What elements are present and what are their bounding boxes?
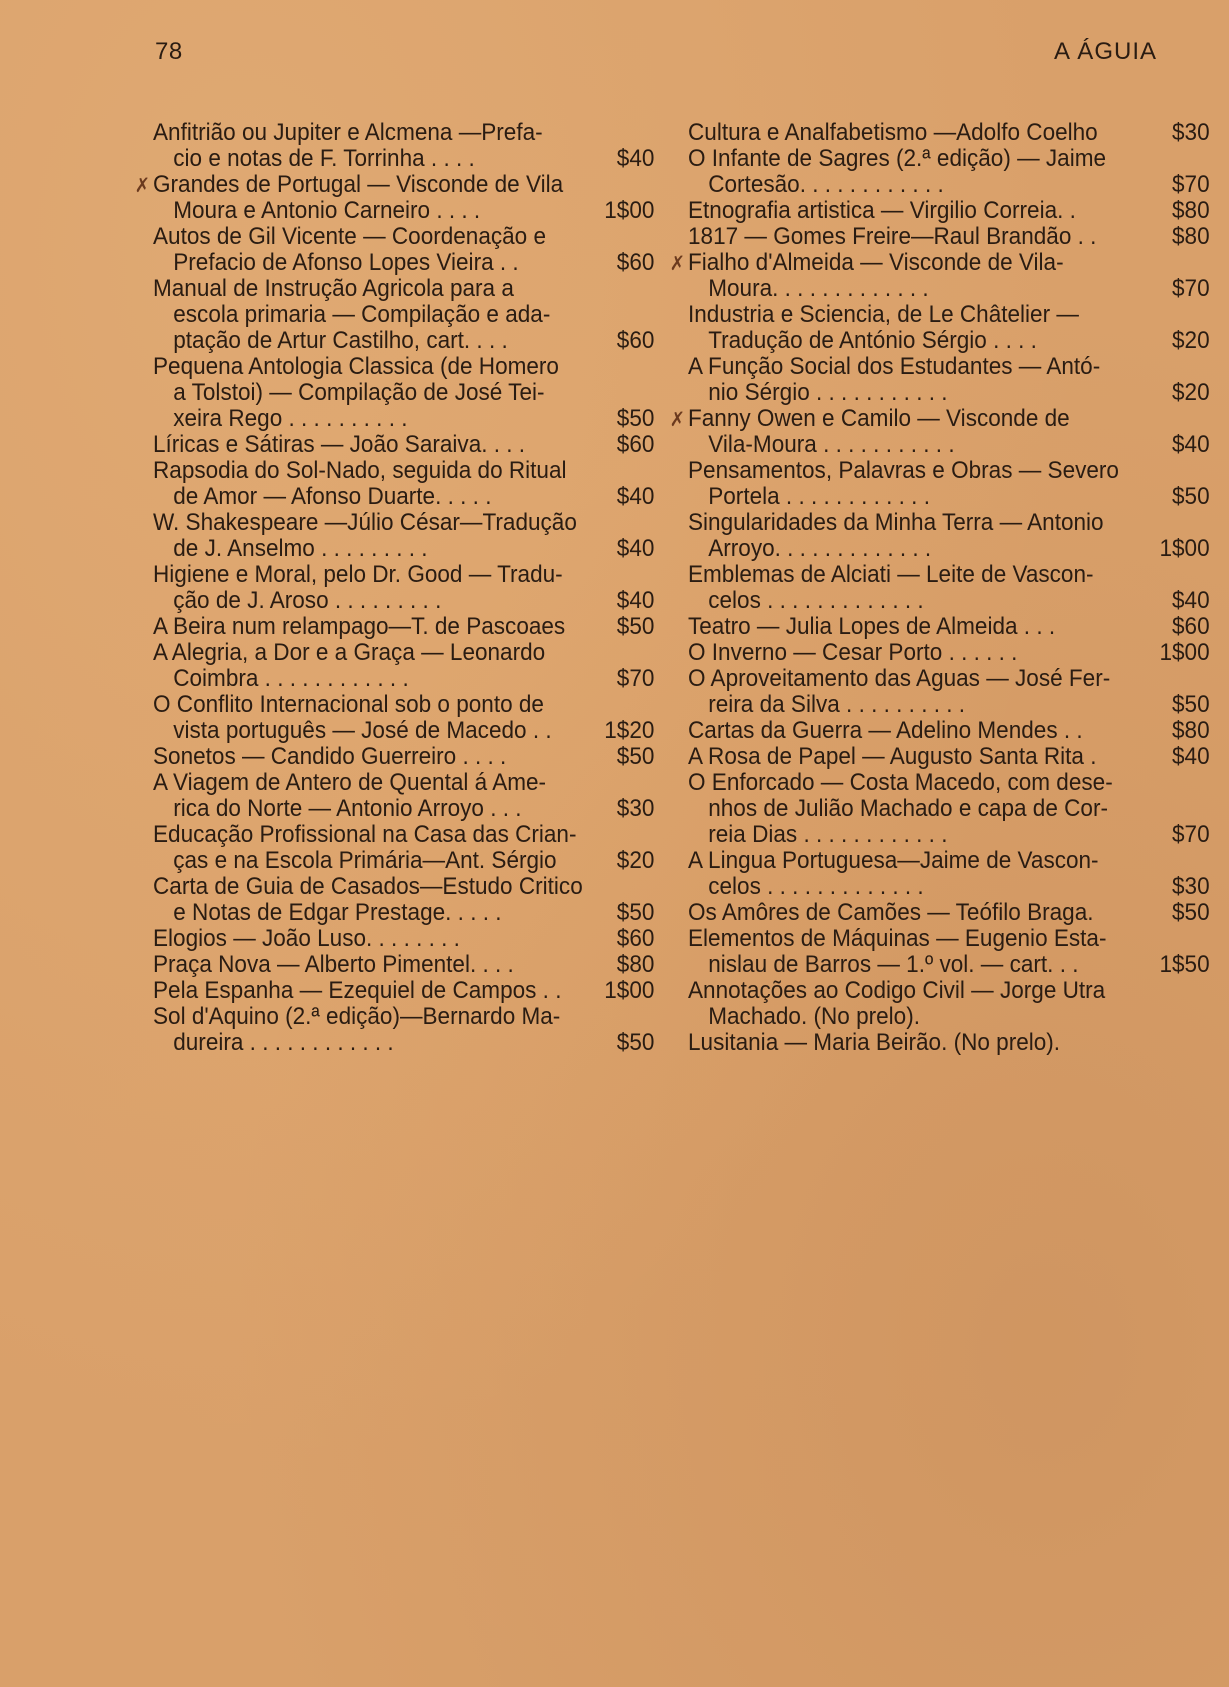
entry-text: Etnografia artistica — Virgilio Correia. .: [688, 197, 1076, 224]
catalog-line: [153, 536, 654, 562]
entry-text: Industria e Sciencia, de Le Châtelier —: [688, 301, 1079, 328]
catalog-line: [153, 874, 654, 900]
entry-text: dureira . . . . . . . . . . . .: [173, 1029, 394, 1056]
entry-text: Rapsodia do Sol-Nado, seguida do Ritual: [153, 457, 567, 484]
entry-text: Machado. (No prelo).: [708, 1003, 920, 1030]
entry-text: A Alegria, a Dor e a Graça — Leonardo: [153, 639, 546, 666]
catalog-line: [688, 1004, 1210, 1030]
entry-price: $40: [1172, 587, 1210, 614]
entry-text: A Lingua Portuguesa—Jaime de Vascon-: [688, 847, 1099, 874]
entry-price: $70: [616, 665, 655, 692]
entry-text: Coimbra . . . . . . . . . . . .: [173, 665, 409, 692]
entry-text: Educação Profissional na Casa das Crian-: [153, 821, 577, 848]
entry-price: $40: [616, 587, 655, 614]
catalog-line: [153, 848, 654, 874]
entry-text: Grandes de Portugal — Visconde de Vila: [153, 171, 564, 198]
entry-price: $50: [616, 405, 655, 432]
entry-text: Sonetos — Candido Guerreiro . . . .: [153, 743, 507, 770]
entry-price: $50: [616, 613, 655, 640]
catalog-line: [688, 354, 1210, 380]
entry-price: $80: [616, 951, 655, 978]
catalog-line: [153, 952, 654, 978]
entry-text: A Função Social dos Estudantes — Antó-: [688, 353, 1101, 380]
left-column: [134, 119, 655, 1056]
entry-text: Annotações ao Codigo Civil — Jorge Utra: [688, 977, 1106, 1004]
catalog-line: [153, 640, 654, 666]
catalog-line: [688, 432, 1210, 458]
catalog-line: [153, 276, 654, 302]
catalog-line: [688, 692, 1210, 718]
catalog-line: [688, 770, 1210, 796]
entry-price: $60: [616, 249, 655, 276]
entry-text: Moura e Antonio Carneiro . . . .: [173, 197, 481, 224]
entry-text: Cartas da Guerra — Adelino Mendes . .: [688, 717, 1083, 744]
entry-text: A Beira num relampago—T. de Pascoaes: [153, 613, 566, 640]
entry-text: Cortesão. . . . . . . . . . . .: [708, 171, 944, 198]
catalog-line: [688, 198, 1210, 224]
entry-text: Portela . . . . . . . . . . . .: [708, 483, 930, 510]
entry-price: $20: [1172, 379, 1210, 406]
entry-text: xeira Rego . . . . . . . . . .: [173, 405, 408, 432]
catalog-line: [688, 276, 1210, 302]
entry-text: Autos de Gil Vicente — Coordenação e: [153, 223, 547, 250]
entry-text: reia Dias . . . . . . . . . . . .: [708, 821, 948, 848]
catalog-line: [688, 900, 1210, 926]
entry-text: O Infante de Sagres (2.ª edição) — Jaime: [688, 145, 1107, 172]
catalog-line: [688, 120, 1210, 146]
entry-price: $40: [1172, 431, 1210, 458]
entry-text: Higiene e Moral, pelo Dr. Good — Tradu-: [153, 561, 563, 588]
entry-price: 1$00: [1159, 639, 1210, 666]
entry-price: $60: [616, 327, 655, 354]
entry-price: $20: [616, 847, 655, 874]
catalog-line: [688, 380, 1210, 406]
catalog-line: [669, 405, 1210, 432]
entry-price: $40: [616, 145, 655, 172]
entry-price: $70: [1172, 171, 1210, 198]
entry-text: Os Amôres de Camões — Teófilo Braga.: [688, 899, 1094, 926]
catalog-line: [153, 224, 654, 250]
entry-text: W. Shakespeare —Júlio César—Tradução: [153, 509, 577, 536]
entry-price: $30: [1172, 873, 1210, 900]
entry-text: escola primaria — Compilação e ada-: [173, 301, 551, 328]
entry-text: Manual de Instrução Agricola para a: [153, 275, 514, 302]
entry-text: Pequena Antologia Classica (de Homero: [153, 353, 559, 380]
catalog-line: [153, 822, 654, 848]
catalog-line: [688, 1030, 1210, 1056]
catalog-line: [153, 1004, 654, 1030]
entry-text: de J. Anselmo . . . . . . . . .: [173, 535, 428, 562]
entry-text: Emblemas de Alciati — Leite de Vascon-: [688, 561, 1094, 588]
entry-text: ças e na Escola Primária—Ant. Sérgio: [173, 847, 557, 874]
entry-price: $40: [616, 483, 655, 510]
entry-text: Anfitrião ou Jupiter e Alcmena —Prefa-: [153, 119, 543, 146]
entry-text: e Notas de Edgar Prestage. . . . .: [173, 899, 502, 926]
entry-text: Cultura e Analfabetismo —Adolfo Coelho: [688, 119, 1098, 146]
catalog-line: [688, 640, 1210, 666]
catalog-line: [153, 302, 654, 328]
entry-price: 1$00: [604, 197, 655, 224]
catalog-line: [153, 380, 654, 406]
catalog-line: [688, 744, 1210, 770]
running-title: A ÁGUIA: [1053, 38, 1157, 65]
entry-price: $30: [1172, 119, 1210, 146]
entry-text: 1817 — Gomes Freire—Raul Brandão . .: [688, 223, 1097, 250]
entry-text: nislau de Barros — 1.º vol. — cart. . .: [708, 951, 1079, 978]
entry-price: $50: [1172, 483, 1210, 510]
entry-text: Pensamentos, Palavras e Obras — Severo: [688, 457, 1119, 484]
catalog-line: [153, 458, 654, 484]
entry-text: a Tolstoi) — Compilação de José Tei-: [173, 379, 545, 406]
entry-text: O Conflito Internacional sob o ponto de: [153, 691, 544, 718]
catalog-line: [134, 171, 654, 198]
catalog-line: [688, 510, 1210, 536]
entry-text: Pela Espanha — Ezequiel de Campos . .: [153, 977, 562, 1004]
entry-price: $50: [616, 743, 655, 770]
catalog-line: [153, 562, 654, 588]
entry-text: ptação de Artur Castilho, cart. . . .: [173, 327, 508, 354]
entry-text: Vila-Moura . . . . . . . . . . .: [708, 431, 955, 458]
entry-price: $70: [1172, 275, 1210, 302]
entry-text: Fialho d'Almeida — Visconde de Vila-: [688, 249, 1064, 276]
entry-text: O Aproveitamento das Aguas — José Fer-: [688, 665, 1111, 692]
entry-text: Tradução de António Sérgio . . . .: [708, 327, 1037, 354]
catalog-line: [153, 198, 654, 224]
catalog-line: [688, 562, 1210, 588]
entry-price: $50: [616, 899, 655, 926]
entry-text: Moura. . . . . . . . . . . . .: [708, 275, 929, 302]
page-header: [0, 38, 1229, 78]
catalog-line: [153, 1030, 654, 1056]
catalog-line: [153, 718, 654, 744]
entry-text: O Enforcado — Costa Macedo, com dese-: [688, 769, 1113, 796]
entry-price: $70: [1172, 821, 1210, 848]
entry-text: Arroyo. . . . . . . . . . . . .: [708, 535, 932, 562]
entry-text: Lusitania — Maria Beirão. (No prelo).: [688, 1029, 1061, 1056]
entry-price: $40: [1172, 743, 1210, 770]
catalog-line: [688, 328, 1210, 354]
handwritten-mark-icon: ✗: [134, 175, 151, 197]
catalog-line: [153, 406, 654, 432]
entry-price: 1$00: [604, 977, 655, 1004]
entry-text: Prefacio de Afonso Lopes Vieira . .: [173, 249, 519, 276]
entry-text: O Inverno — Cesar Porto . . . . . .: [688, 639, 1018, 666]
entry-text: celos . . . . . . . . . . . . .: [708, 587, 924, 614]
catalog-line: [153, 770, 654, 796]
catalog-line: [688, 796, 1210, 822]
entry-text: Elogios — João Luso. . . . . . . .: [153, 925, 460, 952]
entry-text: Líricas e Sátiras — João Saraiva. . . .: [153, 431, 526, 458]
entry-text: reira da Silva . . . . . . . . . .: [708, 691, 966, 718]
catalog-line: [688, 146, 1210, 172]
entry-text: Fanny Owen e Camilo — Visconde de: [688, 405, 1070, 432]
entry-price: $60: [1172, 613, 1210, 640]
entry-price: $50: [1172, 899, 1210, 926]
entry-text: rica do Norte — Antonio Arroyo . . .: [173, 795, 522, 822]
entry-price: $50: [1172, 691, 1210, 718]
catalog-line: [153, 588, 654, 614]
entry-text: Praça Nova — Alberto Pimentel. . . .: [153, 951, 514, 978]
catalog-line: [153, 614, 654, 640]
catalog-line: [153, 328, 654, 354]
catalog-line: [688, 484, 1210, 510]
catalog-line: [669, 249, 1210, 276]
catalog-line: [688, 536, 1210, 562]
catalog-line: [153, 666, 654, 692]
catalog-line: [153, 510, 654, 536]
catalog-line: [688, 718, 1210, 744]
catalog-line: [153, 692, 654, 718]
entry-price: $60: [616, 431, 655, 458]
catalog-line: [153, 120, 654, 146]
entry-price: $40: [616, 535, 655, 562]
catalog-line: [153, 796, 654, 822]
catalog-line: [153, 926, 654, 952]
entry-text: nhos de Julião Machado e capa de Cor-: [708, 795, 1108, 822]
catalog-line: [688, 614, 1210, 640]
entry-price: 1$00: [1159, 535, 1210, 562]
entry-text: Singularidades da Minha Terra — Antonio: [688, 509, 1104, 536]
right-column: [669, 119, 1210, 1056]
entry-price: $80: [1172, 717, 1210, 744]
entry-text: celos . . . . . . . . . . . . .: [708, 873, 924, 900]
catalog-line: [688, 978, 1210, 1004]
catalog-line: [688, 458, 1210, 484]
entry-text: Elementos de Máquinas — Eugenio Esta-: [688, 925, 1107, 952]
catalog-line: [688, 666, 1210, 692]
entry-price: $80: [1172, 223, 1210, 250]
entry-price: $50: [616, 1029, 655, 1056]
catalog-line: [688, 302, 1210, 328]
entry-text: Carta de Guia de Casados—Estudo Critico: [153, 873, 583, 900]
entry-price: $60: [616, 925, 655, 952]
catalog-line: [688, 874, 1210, 900]
catalog-line: [688, 224, 1210, 250]
catalog-line: [688, 588, 1210, 614]
entry-text: Sol d'Aquino (2.ª edição)—Bernardo Ma-: [153, 1003, 561, 1030]
catalog-line: [153, 146, 654, 172]
entry-price: $80: [1172, 197, 1210, 224]
entry-price: 1$20: [604, 717, 655, 744]
entry-text: de Amor — Afonso Duarte. . . . .: [173, 483, 492, 510]
handwritten-mark-icon: ✗: [669, 409, 686, 431]
catalog-line: [153, 744, 654, 770]
entry-text: cio e notas de F. Torrinha . . . .: [173, 145, 475, 172]
entry-text: A Viagem de Antero de Quental á Ame-: [153, 769, 547, 796]
entry-text: vista português — José de Macedo . .: [173, 717, 552, 744]
page-number: 78: [155, 38, 183, 65]
catalog-line: [153, 484, 654, 510]
catalog-line: [688, 822, 1210, 848]
entry-text: Teatro — Julia Lopes de Almeida . . .: [688, 613, 1056, 640]
catalog-line: [153, 978, 654, 1004]
handwritten-mark-icon: ✗: [669, 253, 686, 275]
catalog-line: [153, 354, 654, 380]
catalog-line: [153, 432, 654, 458]
entry-price: $30: [616, 795, 655, 822]
catalog-line: [688, 172, 1210, 198]
catalog-line: [688, 926, 1210, 952]
entry-price: $20: [1172, 327, 1210, 354]
catalog-line: [688, 848, 1210, 874]
entry-text: nio Sérgio . . . . . . . . . . .: [708, 379, 948, 406]
catalog-line: [153, 250, 654, 276]
entry-text: A Rosa de Papel — Augusto Santa Rita .: [688, 743, 1097, 770]
entry-text: ção de J. Aroso . . . . . . . . .: [173, 587, 442, 614]
entry-price: 1$50: [1159, 951, 1210, 978]
catalog-line: [153, 900, 654, 926]
catalog-line: [688, 952, 1210, 978]
